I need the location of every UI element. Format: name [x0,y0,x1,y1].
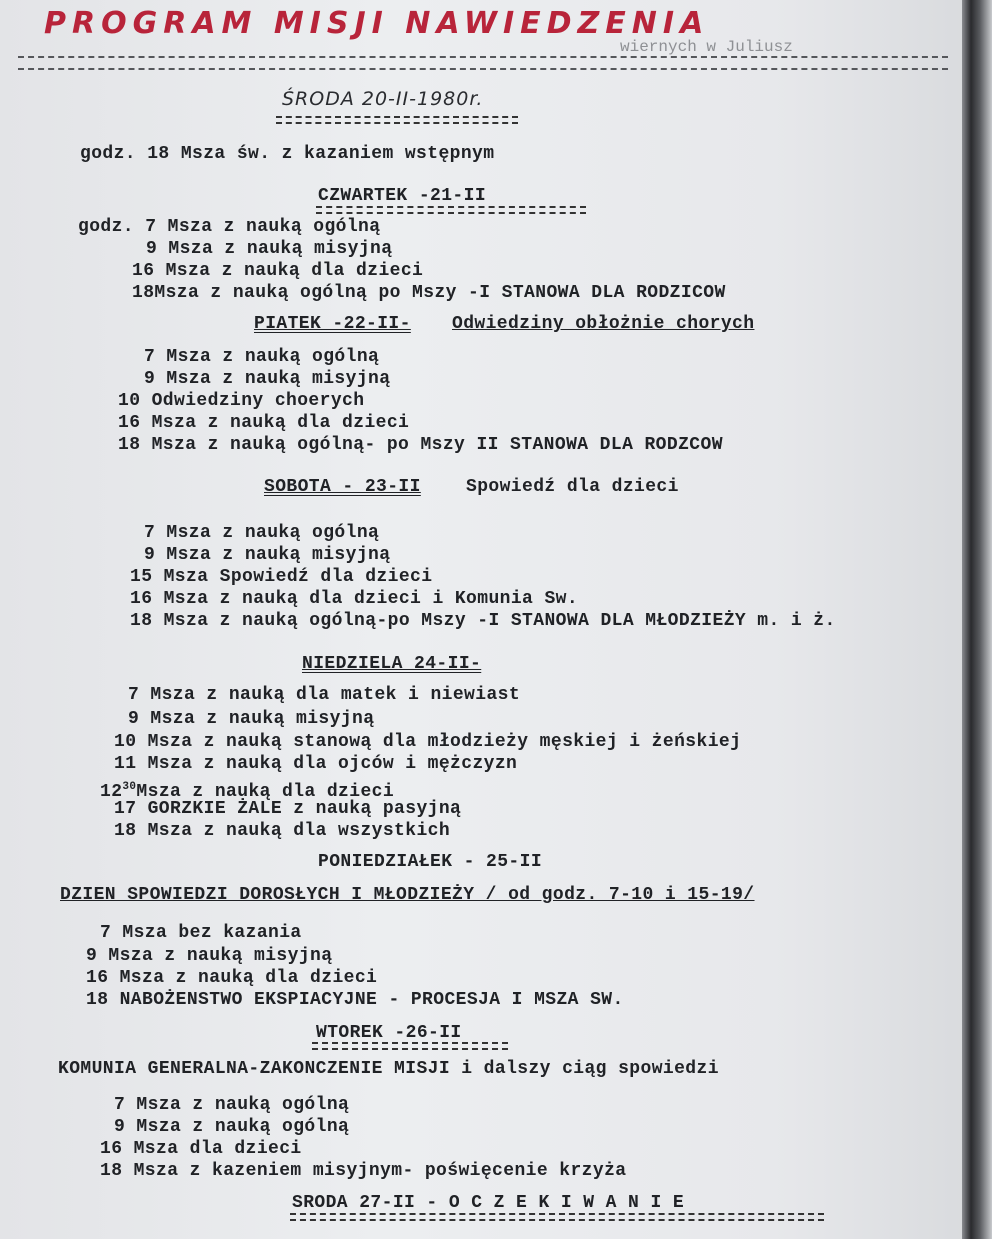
faint-header-text: wiernych w Juliusz [620,38,793,56]
handwritten-date: ŚRODA 20-II-1980r. [282,88,484,110]
schedule-line: godz. 7 Msza z nauką ogólną [78,217,381,237]
sobota-heading: SOBOTA - 23-II [264,477,421,497]
schedule-line: 9 Msza z nauką misyjną [144,369,391,389]
schedule-line: 18 NABOŻENSTWO EKSPIACYJNE - PROCESJA I MSZA SW. [86,990,624,1010]
piatek-note: Odwiedziny obłożnie chorych [452,314,755,334]
niedziela-heading: NIEDZIELA 24-II- [302,654,482,674]
schedule-line: 16 Msza z nauką dla dzieci [118,413,410,433]
schedule-line: 9 Msza z nauką ogólną [114,1117,350,1137]
schedule-line: 9 Msza z nauką misyjną [128,709,375,729]
poniedzialek-heading: PONIEDZIAŁEK - 25-II [318,852,543,872]
schedule-line: 7 Msza z nauką dla matek i niewiast [128,685,521,705]
minute-superscript: 30 [122,781,137,793]
schedule-line: 9 Msza z nauką misyjną [86,946,333,966]
schedule-line: 18 Msza z kazeniem misyjnym- poświęcenie krzyża [100,1161,627,1181]
date-underline [276,116,518,124]
handwritten-title: PROGRAM MISJI NAWIEDZENIA [44,6,710,41]
sroda-final-underline [290,1213,824,1221]
sroda-line: godz. 18 Msza św. z kazaniem wstępnym [80,144,495,164]
schedule-line: 16 Msza z nauką dla dzieci [132,261,424,281]
wtorek-heading: WTOREK -26-II [316,1023,462,1043]
czwartek-underline [316,206,586,214]
sobota-note: Spowiedź dla dzieci [466,477,679,497]
schedule-line: 7 Msza z nauką ogólną [144,523,380,543]
schedule-line: 18Msza z nauką ogólną po Mszy -I STANOWA DLA RODZICOW [132,283,726,303]
schedule-line: 7 Msza bez kazania [100,923,302,943]
schedule-line: 9 Msza z nauką misyjną [144,545,391,565]
page-edge-shadow [962,0,992,1239]
czwartek-heading: CZWARTEK -21-II [318,186,487,206]
schedule-line: 16 Msza dla dzieci [100,1139,302,1159]
schedule-line: 9 Msza z nauką misyjną [146,239,393,259]
schedule-line: 10 Msza z nauką stanową dla młodzieży męskiej i żeńskiej [114,732,742,752]
wtorek-underline [312,1042,508,1050]
schedule-line: 17 GORZKIE ŻALE z nauką pasyjną [114,799,462,819]
header-rule [18,56,948,70]
schedule-line: 10 Odwiedziny choerych [118,391,365,411]
schedule-line: 18 Msza z nauką ogólną- po Mszy II STANOWA DLA RODZCOW [118,435,723,455]
hour-label: 12 [100,782,123,802]
schedule-line: 7 Msza z nauką ogólną [114,1095,350,1115]
poniedzialek-subheading: DZIEN SPOWIEDZI DOROSŁYCH I MŁODZIEŻY / od godz. 7-10 i 15-19/ [60,885,755,905]
schedule-line: 15 Msza Spowiedź dla dzieci [130,567,433,587]
schedule-line: 18 Msza z nauką dla wszystkich [114,821,451,841]
schedule-line: 18 Msza z nauką ogólną-po Mszy -I STANOWA DLA MŁODZIEŻY m. i ż. [130,611,836,631]
sroda-final-heading: SRODA 27-II - O C Z E K I W A N I E [292,1193,685,1213]
wtorek-subheading: KOMUNIA GENERALNA-ZAKONCZENIE MISJI i dalszy ciąg spowiedzi [58,1059,719,1079]
schedule-line: 7 Msza z nauką ogólną [144,347,380,367]
schedule-line: 11 Msza z nauką dla ojców i mężczyzn [114,754,518,774]
schedule-line: 16 Msza z nauką dla dzieci i Komunia Sw. [130,589,579,609]
piatek-heading: PIATEK -22-II- [254,314,411,334]
line-text: Msza z nauką dla dzieci [136,782,395,802]
schedule-line: 16 Msza z nauką dla dzieci [86,968,378,988]
